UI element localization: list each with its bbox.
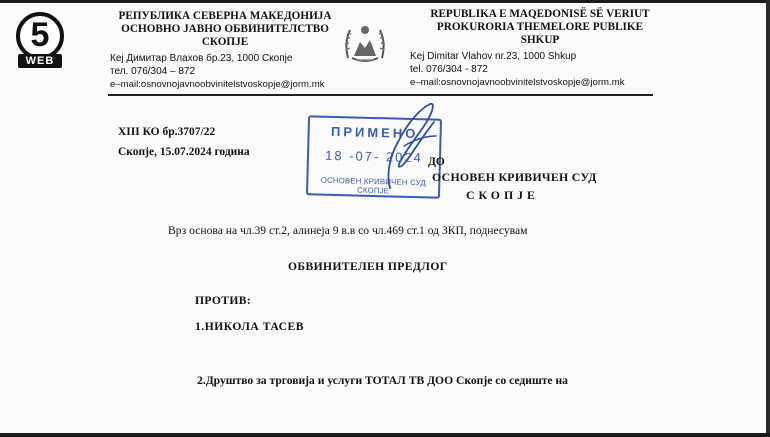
header-left-email: e–mail:osnovnojavnoobvinitelstvoskopje@jorm.mk [110,79,325,90]
bottom-edge [0,433,770,437]
header-left-city: СКОПЈЕ [201,36,249,48]
right-edge [766,0,770,437]
header-left [110,10,340,91]
header-right-phone: tel. 076/304 - 872 [410,64,488,75]
coat-of-arms-icon [340,18,390,68]
party-2: 2.Друштво за трговија и услуги ТОТАЛ ТВ ДОО Скопје со седиште на [197,374,568,387]
header-left-address: Кеј Димитар Влахов бр.23, 1000 Скопје [110,53,293,64]
document-date: Скопје, 15.07.2024 година [118,146,250,158]
top-edge [0,0,770,3]
recipient-court: ОСНОВЕН КРИВИЧЕН СУД [432,170,597,184]
reference-block [118,124,250,160]
channel-logo [14,10,64,68]
recipient-city: СКОПЈЕ [466,188,539,202]
stamp-date: 18 -07- 2024 [324,147,424,166]
party-1: 1.НИКОЛА ТАСЕВ [195,320,304,333]
document-title: ОБВИНИТЕЛЕН ПРЕДЛОГ [288,260,448,273]
header-right-email: e–mail:osnovnojavnoobvinitelstvoskopje@jorm.mk [410,77,625,88]
legal-basis: Врз основа на чл.39 ст.2, алинеја 9 в.в со чл.469 ст.1 од ЗКП, поднесувам [168,224,528,237]
header-right-country: REPUBLIKA E MAQEDONISË SË VERIUT [430,8,650,20]
recipient-prefix: ДО [428,156,445,168]
header-left-institution: ОСНОВНО ЈАВНО ОБВИНИТЕЛСТВО [121,23,329,35]
channel-logo-number: 5 [30,16,50,54]
channel-logo-label: WEB [18,54,62,68]
header-right-address: Kej Dimitar Vlahov nr.23, 1000 Shkup [410,51,577,62]
against-label: ПРОТИВ: [195,294,252,307]
header-right-city: SHKUP [520,34,560,46]
stamp-title: ПРИМЕНО [330,123,419,142]
header-left-country: РЕПУБЛИКА СЕВЕРНА МАКЕДОНИЈА [118,10,332,22]
stamp-footer: ОСНОВЕН КРИВИЧЕН СУД СКОПЈЕ [320,175,427,196]
header-right-institution: PROKURORIA THEMELORE PUBLIKE [436,21,644,33]
channel-logo-ring [16,12,64,60]
header-left-phone: тел. 076/304 – 872 [110,66,196,77]
header-right [410,8,670,89]
case-number: XIII КО бр.3707/22 [118,126,216,138]
